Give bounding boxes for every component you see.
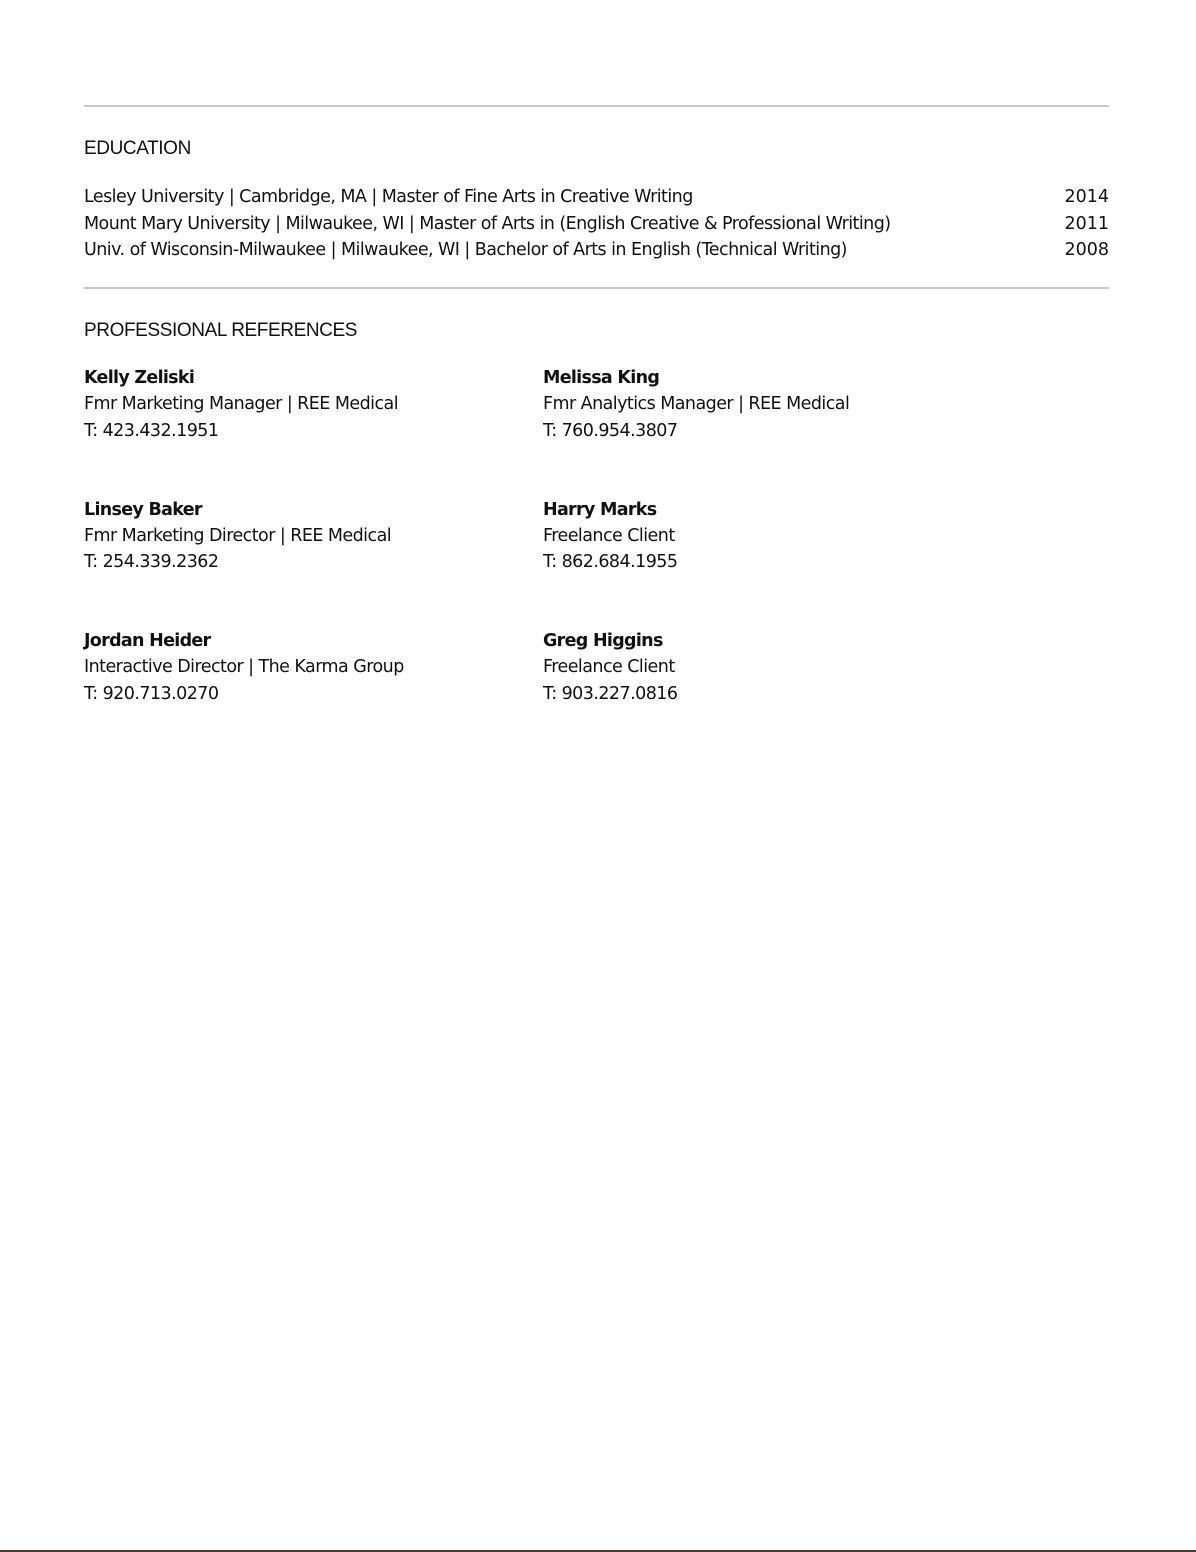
reference-title: Interactive Director | The Karma Group: [84, 657, 404, 678]
reference-phone: T: 903.227.0816: [543, 683, 678, 704]
education-entry-year: 2011: [1064, 213, 1109, 234]
reference-title: Freelance Client: [543, 525, 675, 546]
middle-divider: [84, 287, 1109, 289]
education-list: [84, 184, 1109, 264]
education-heading: EDUCATION: [84, 138, 191, 159]
reference-phone: T: 862.684.1955: [543, 552, 678, 573]
education-entry: [84, 211, 1109, 238]
reference-card: [543, 365, 984, 497]
top-divider: [84, 105, 1109, 107]
reference-name: Melissa King: [543, 368, 660, 388]
education-entry: [84, 184, 1109, 211]
reference-card: [543, 497, 984, 629]
reference-phone: T: 254.339.2362: [84, 552, 219, 573]
reference-phone: T: 920.713.0270: [84, 683, 219, 704]
education-entry-year: 2008: [1064, 240, 1109, 260]
references-grid: [84, 365, 984, 760]
reference-name: Greg Higgins: [543, 631, 663, 651]
reference-name: Harry Marks: [543, 499, 657, 520]
reference-name: Jordan Heider: [84, 631, 211, 651]
reference-card: [543, 628, 984, 760]
reference-card: [84, 365, 543, 497]
reference-title: Fmr Marketing Director | REE Medical: [84, 525, 392, 546]
education-entry-text: Mount Mary University | Milwaukee, WI | Master of Arts in (English Creative & Professional Writing): [84, 213, 891, 234]
reference-title: Freelance Client: [543, 657, 675, 678]
reference-phone: T: 760.954.3807: [543, 420, 678, 441]
reference-name: Linsey Baker: [84, 499, 202, 520]
education-entry: [84, 237, 1109, 264]
education-entry-text: Lesley University | Cambridge, MA | Master of Fine Arts in Creative Writing: [84, 187, 693, 207]
reference-title: Fmr Analytics Manager | REE Medical: [543, 394, 850, 415]
education-entry-year: 2014: [1064, 187, 1109, 207]
reference-phone: T: 423.432.1951: [84, 420, 219, 441]
education-entry-text: Univ. of Wisconsin-Milwaukee | Milwaukee, WI | Bachelor of Arts in English (Technical Writing): [84, 240, 847, 260]
reference-title: Fmr Marketing Manager | REE Medical: [84, 394, 399, 415]
reference-card: [84, 628, 543, 760]
references-heading: PROFESSIONAL REFERENCES: [84, 320, 358, 341]
reference-card: [84, 497, 543, 629]
reference-name: Kelly Zeliski: [84, 368, 195, 388]
